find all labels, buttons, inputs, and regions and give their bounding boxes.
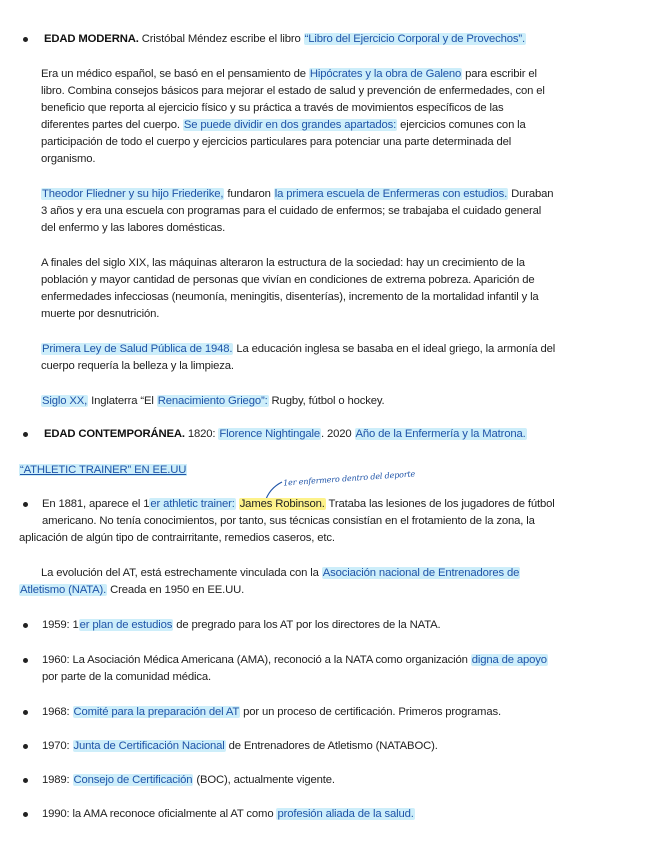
bullet-1989 [23, 778, 28, 783]
james-robinson-highlight: James Robinson. [239, 498, 325, 510]
item-1989: 1989: Consejo de Certificación (BOC), actualmente vigente. [42, 774, 335, 786]
paragraph-siglo-xx: Siglo XX, Inglaterra “El Renacimiento Griego”: Rugby, fútbol o hockey. [42, 395, 385, 407]
item-1968: 1968: Comité para la preparación del AT por un proceso de certificación. Primeros programas. [42, 706, 501, 718]
item-1990: 1990: la AMA reconoce oficialmente al AT como profesión aliada de la salud. [42, 808, 414, 820]
contemporanea-line: EDAD CONTEMPORÁNEA. 1820: Florence Nightingale. 2020 Año de la Enfermería y la Matrona. [44, 428, 526, 440]
item-1970: 1970: Junta de Certificación Nacional de Entrenadores de Atletismo (NATABOC). [42, 740, 438, 752]
bullet-moderna [23, 37, 28, 42]
handwritten-note: 1er enfermero dentro del deporte [282, 469, 416, 488]
contemporanea-title: EDAD CONTEMPORÁNEA. [44, 428, 185, 440]
bullet-1970 [23, 744, 28, 749]
item-1959: 1959: 1er plan de estudios de pregrado para los AT por los directores de la NATA. [42, 619, 441, 631]
athletic-heading: “ATHLETIC TRAINER” EN EE.UU [20, 464, 187, 476]
bullet-1990 [23, 812, 28, 817]
bullet-1968 [23, 710, 28, 715]
bullet-1881 [23, 502, 28, 507]
bullet-1959 [23, 623, 28, 628]
moderna-line: EDAD MODERNA. Cristóbal Méndez escribe el libro “Libro del Ejercicio Corporal y de Provechos”. [44, 33, 525, 45]
moderna-title: EDAD MODERNA. [44, 33, 139, 45]
bullet-1960 [23, 658, 28, 663]
bullet-contemporanea [23, 432, 28, 437]
